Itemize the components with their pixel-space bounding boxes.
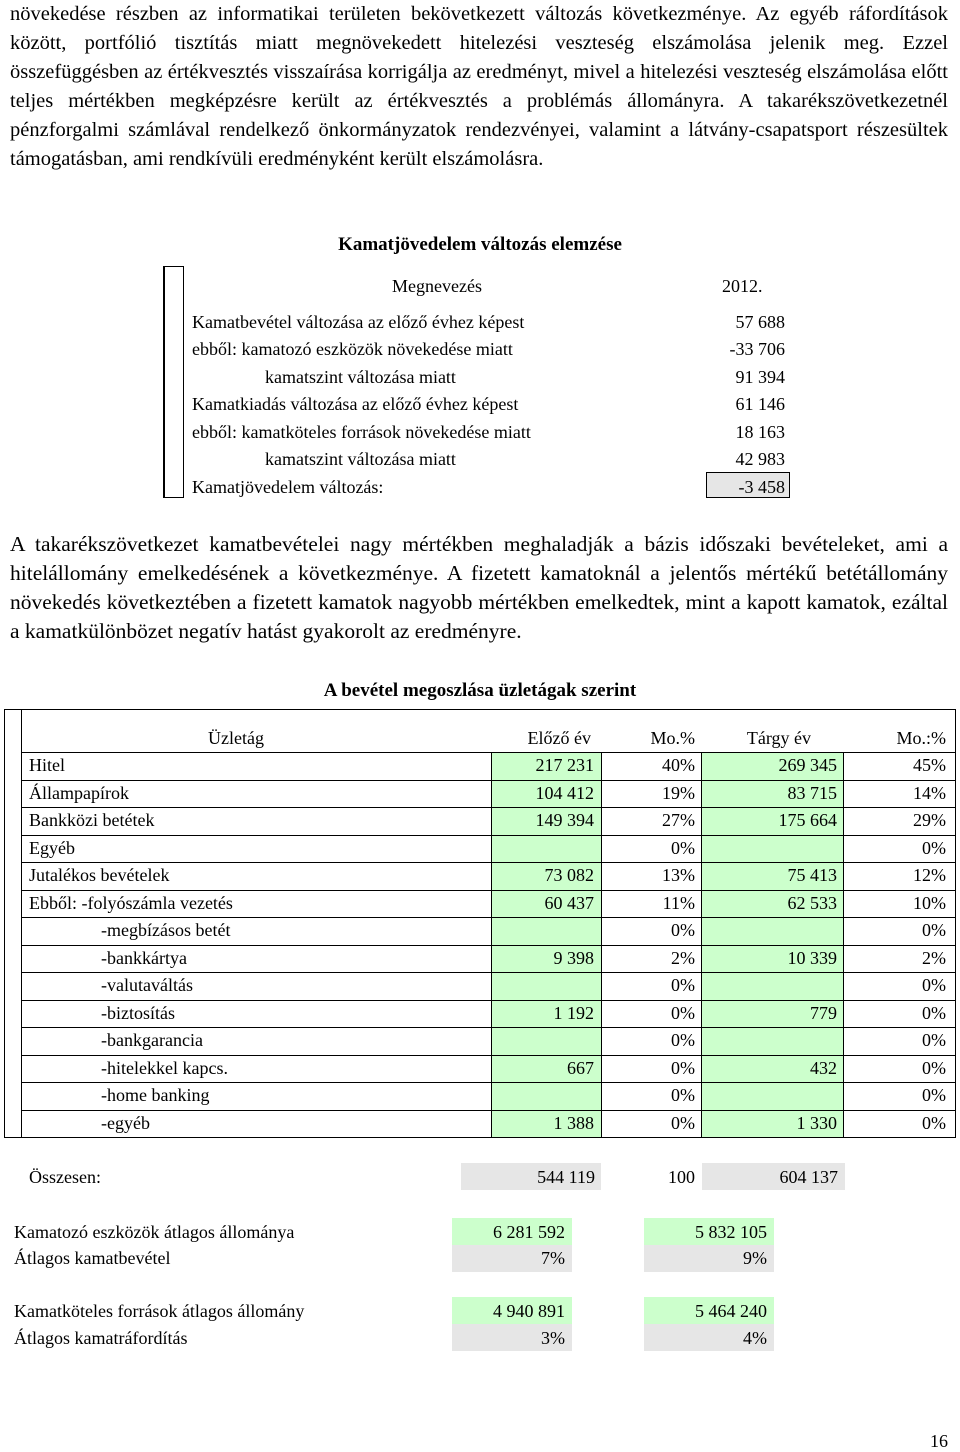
revenue-curr-value: 62 533 <box>787 892 837 913</box>
revenue-prev-pct: 0% <box>671 837 695 858</box>
revenue-prev-pct: 0% <box>671 1030 695 1050</box>
interest-row-label: ebből: kamatozó eszközök növekedése miatt <box>192 339 513 359</box>
revenue-table-caption: A bevétel megoszlása üzletágak szerint <box>323 680 637 701</box>
header-share-curr: Mo.:% <box>896 728 946 748</box>
revenue-prev-value: 60 437 <box>544 892 594 913</box>
revenue-row-label: -bankgarancia <box>101 1030 203 1050</box>
revenue-prev-value: 217 231 <box>535 755 594 775</box>
revenue-row-label: -bankkártya <box>101 947 187 968</box>
revenue-curr-value: 175 664 <box>778 810 837 830</box>
avg-label: Átlagos kamatbevétel <box>14 1248 171 1268</box>
revenue-row-label: Egyéb <box>29 837 75 858</box>
revenue-curr-pct: 0% <box>922 1002 946 1023</box>
interest-row-label: Kamatbevétel változása az előző évhez képest <box>192 312 525 332</box>
avg-curr-value: 5 464 240 <box>695 1301 767 1321</box>
interest-total-label: Kamatjövedelem változás: <box>192 477 384 497</box>
revenue-curr-value: 75 413 <box>787 865 837 885</box>
revenue-curr-value: 269 345 <box>778 755 837 775</box>
revenue-prev-pct: 0% <box>671 1085 695 1105</box>
revenue-prev-pct: 0% <box>671 1002 695 1023</box>
revenue-row-label: Állampapírok <box>29 782 129 803</box>
revenue-row-label: -hitelekkel kapcs. <box>101 1057 228 1078</box>
revenue-prev-pct: 0% <box>671 1057 695 1078</box>
revenue-curr-pct: 45% <box>913 755 946 775</box>
avg-label: Átlagos kamatráfordítás <box>14 1328 188 1348</box>
revenue-curr-pct: 10% <box>913 892 946 913</box>
interest-row-label: Kamatkiadás változása az előző évhez képest <box>192 394 519 414</box>
interest-row-value: 42 983 <box>735 449 785 469</box>
revenue-prev-pct: 0% <box>671 920 695 940</box>
revenue-curr-pct: 0% <box>922 1112 946 1133</box>
interest-row-label: ebből: kamatköteles források növekedése miatt <box>192 422 531 442</box>
revenue-row-label: Hitel <box>29 755 65 775</box>
interest-row-value: 91 394 <box>735 367 785 387</box>
intro-paragraph: növekedése részben az informatikai területen bekövetkezett változás következménye. Az egyéb ráfordítások között, portfólió tisztítás miatt megnövekedett hitelezési veszteség elszámolása jelenik meg. Ezzel összefüggésben az értékvesztés visszaírása korrigálja az eredményt, mivel a hitelezési veszteség elszámolása előtt teljes mértékben megképzésre került az értékvesztés a problémás állományra. A takarékszövetkezetnél pénzforgalmi számlával rendelkező önkormányzatok rendezvényei, valamint a látvány-csapatsport részesültek támogatásban, ami rendkívüli eredményként került elszámolásra. <box>10 3 948 170</box>
revenue-prev-pct: 13% <box>662 865 695 885</box>
header-business-line: Üzletág <box>208 728 264 748</box>
avg-prev-value: 7% <box>541 1248 565 1268</box>
revenue-curr-value: 779 <box>810 1002 837 1023</box>
revenue-curr-pct: 0% <box>922 1030 946 1050</box>
revenue-curr-value: 83 715 <box>787 782 837 803</box>
interest-header-label: Megnevezés <box>392 276 482 296</box>
revenue-row-label: -valutaváltás <box>101 975 193 995</box>
interest-row-value: 18 163 <box>735 422 785 442</box>
revenue-row-label: Ebből: -folyószámla vezetés <box>29 892 233 913</box>
revenue-prev-value: 1 388 <box>553 1112 594 1133</box>
revenue-prev-pct: 0% <box>671 1112 695 1133</box>
interest-row-label: kamatszint változása miatt <box>265 449 456 469</box>
revenue-curr-value: 432 <box>810 1057 837 1078</box>
revenue-prev-value: 73 082 <box>544 865 594 885</box>
avg-curr-value: 5 832 105 <box>695 1222 767 1242</box>
interest-header-year: 2012. <box>722 276 763 296</box>
revenue-row-label: -megbízásos betét <box>101 920 231 940</box>
revenue-curr-pct: 0% <box>922 837 946 858</box>
interest-table-caption: Kamatjövedelem változás elemzése <box>338 234 622 255</box>
header-previous-year: Előző év <box>527 728 591 748</box>
revenue-prev-value: 1 192 <box>553 1002 594 1023</box>
page-number: 16 <box>930 1431 948 1451</box>
revenue-curr-pct: 14% <box>913 782 946 803</box>
revenue-prev-pct: 40% <box>662 755 695 775</box>
avg-label: Kamatozó eszközök átlagos állománya <box>14 1222 295 1242</box>
avg-prev-value: 6 281 592 <box>493 1222 565 1242</box>
revenue-curr-pct: 12% <box>913 865 946 885</box>
revenue-row-label: -biztosítás <box>101 1002 175 1023</box>
revenue-row-label: Bankközi betétek <box>29 810 155 830</box>
revenue-curr-pct: 2% <box>922 947 946 968</box>
interest-row-label: kamatszint változása miatt <box>265 367 456 387</box>
revenue-row-label: Jutalékos bevételek <box>29 865 170 885</box>
total-label: Összesen: <box>29 1167 101 1187</box>
revenue-prev-pct: 27% <box>662 810 695 830</box>
avg-curr-value: 9% <box>743 1248 767 1268</box>
interest-total-value: -3 458 <box>738 477 785 497</box>
revenue-curr-pct: 29% <box>913 810 946 830</box>
revenue-prev-pct: 19% <box>662 782 695 803</box>
total-pct-value: 100 <box>668 1167 695 1187</box>
interest-row-value: -33 706 <box>729 339 785 359</box>
revenue-curr-pct: 0% <box>922 975 946 995</box>
revenue-curr-pct: 0% <box>922 920 946 940</box>
avg-label: Kamatköteles források átlagos állomány <box>14 1301 305 1321</box>
total-curr-value: 604 137 <box>779 1167 838 1187</box>
interest-row-value: 61 146 <box>735 394 785 414</box>
avg-prev-value: 3% <box>541 1328 565 1348</box>
revenue-row-label: -home banking <box>101 1085 210 1105</box>
revenue-prev-pct: 11% <box>662 892 695 913</box>
revenue-curr-value: 10 339 <box>787 947 837 968</box>
revenue-curr-pct: 0% <box>922 1085 946 1105</box>
total-prev-value: 544 119 <box>537 1167 595 1187</box>
revenue-row-label: -egyéb <box>101 1112 150 1133</box>
revenue-prev-pct: 2% <box>671 947 695 968</box>
revenue-prev-value: 149 394 <box>535 810 594 830</box>
header-current-year: Tárgy év <box>746 728 811 748</box>
interest-row-value: 57 688 <box>735 312 785 332</box>
avg-curr-value: 4% <box>743 1328 767 1348</box>
revenue-prev-pct: 0% <box>671 975 695 995</box>
header-share-prev: Mo.% <box>650 728 695 748</box>
revenue-prev-value: 667 <box>567 1057 594 1078</box>
revenue-curr-value: 1 330 <box>796 1112 837 1133</box>
middle-paragraph: A takarékszövetkezet kamatbevételei nagy mértékben meghaladják a bázis időszaki bevételeket, ami a hitelállomány emelkedésének a következménye. A fizetett kamatoknál a jelentős mértékű betétállomány növekedés következtében a fizetett kamatok nagyobb mértékben emelkedtek, mint a kapott kamatok, ezáltal a kamatkülönbözet negatív hatást gyakorolt az eredményre. <box>10 532 948 643</box>
revenue-prev-value: 104 412 <box>535 782 594 803</box>
avg-prev-value: 4 940 891 <box>493 1301 565 1321</box>
revenue-prev-value: 9 398 <box>553 947 594 968</box>
revenue-curr-pct: 0% <box>922 1057 946 1078</box>
